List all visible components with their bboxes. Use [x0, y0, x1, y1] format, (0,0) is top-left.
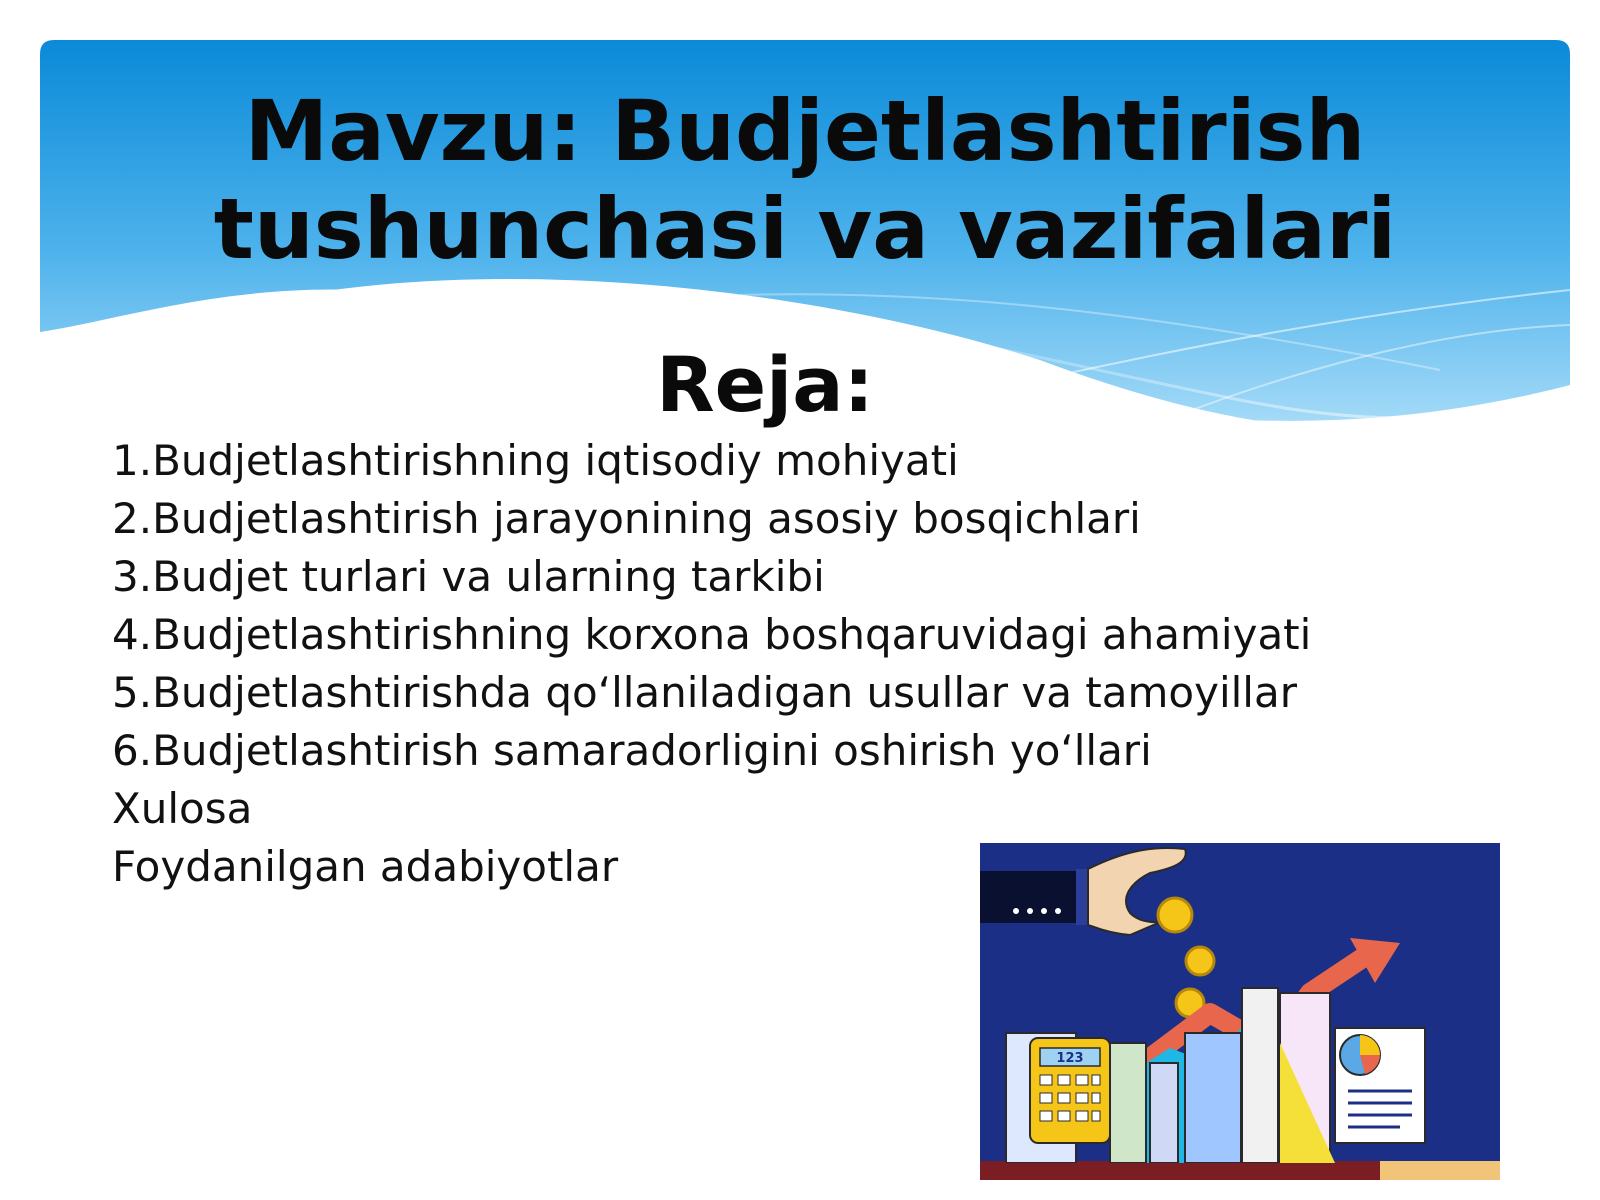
plan-item: 5.Budjetlashtirishda qo‘llaniladigan usullar va tamoyillar	[112, 668, 1297, 717]
plan-heading: Reja:	[656, 340, 874, 429]
slide-title-line-1: Mavzu: Budjetlashtirish	[244, 82, 1366, 180]
plan-list	[112, 432, 1311, 896]
plan-item: Foydanilgan adabiyotlar	[112, 842, 619, 891]
plan-item: Xulosa	[112, 784, 253, 833]
slide-title-line-2: tushunchasi va vazifalari	[213, 180, 1397, 278]
plan-item: 3.Budjet turlari va ularning tarkibi	[112, 552, 825, 601]
plan-item: 6.Budjetlashtirish samaradorligini oshirish yo‘llari	[112, 726, 1152, 775]
slide-title	[40, 82, 1570, 278]
plan-item: 1.Budjetlashtirishning iqtisodiy mohiyati	[112, 436, 959, 485]
plan-item: 2.Budjetlashtirish jarayonining asosiy bosqichlari	[112, 494, 1141, 543]
calculator-display-text: 123	[1056, 1051, 1084, 1066]
plan-item: 4.Budjetlashtirishning korxona boshqaruvidagi ahamiyati	[112, 610, 1312, 659]
budget-illustration	[980, 843, 1500, 1180]
budget-illustration-graphic	[980, 843, 1500, 1180]
